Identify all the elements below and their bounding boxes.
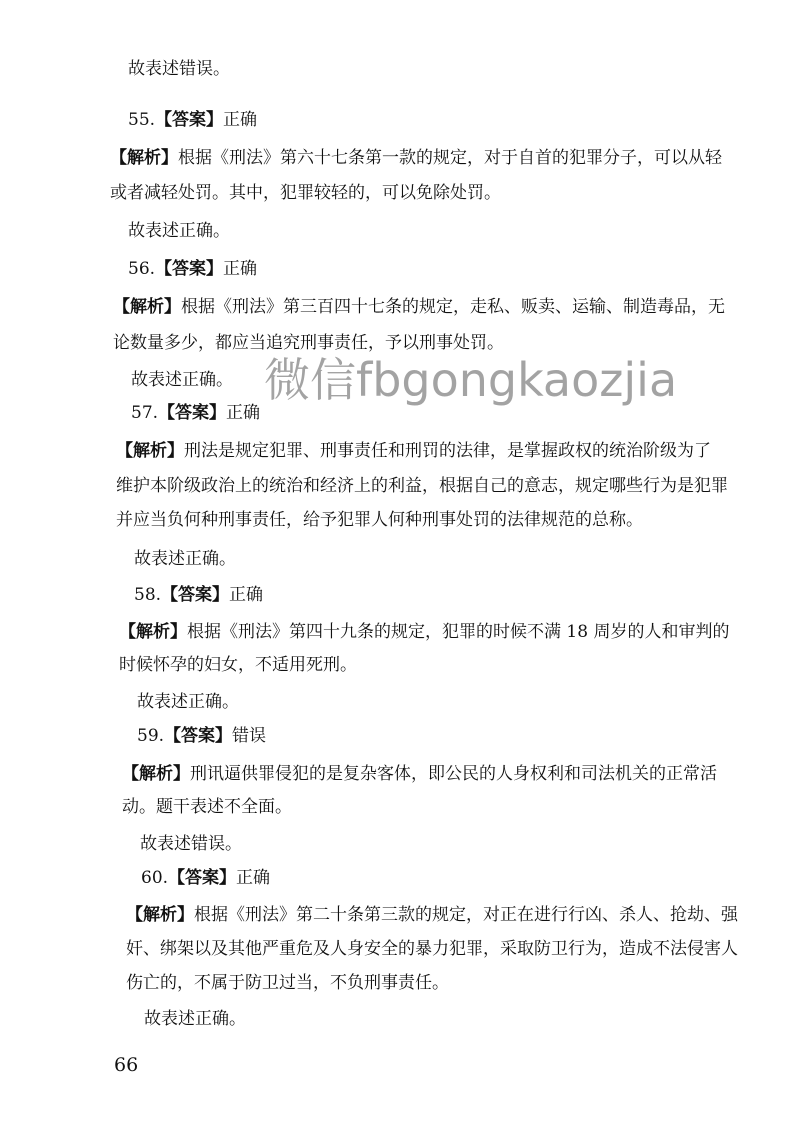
analysis-line-2: 时候怀孕的妇女，不适用死刑。 — [119, 655, 357, 675]
answer-tag: 【答案】 — [155, 259, 224, 279]
analysis-line-1 — [113, 294, 725, 320]
answer-line — [137, 723, 266, 749]
answer-value: 正确 — [226, 403, 261, 423]
answer-tag: 【答案】 — [155, 110, 224, 130]
analysis-line-1 — [116, 438, 711, 464]
item-number: 55. — [128, 110, 156, 130]
analysis-line-2: 奸、绑架以及其他严重危及人身安全的暴力犯罪，采取防卫行为，造成不法侵害人 — [126, 939, 738, 959]
analysis-tag: 【解析】 — [113, 297, 181, 317]
item-number: 57. — [131, 403, 159, 423]
analysis-line-3: 并应当负何种刑事责任，给予犯罪人何种刑事处罚的法律规范的总称。 — [116, 510, 643, 530]
answer-line — [128, 107, 257, 133]
answer-line — [128, 256, 257, 282]
watermark-text: 微信fbgongkaozjia — [264, 353, 678, 407]
answer-value: 正确 — [223, 259, 258, 279]
analysis-line-2: 动。题干表述不全面。 — [122, 797, 292, 817]
answer-value: 正确 — [229, 585, 264, 605]
top-conclusion: 故表述错误。 — [128, 59, 230, 79]
answer-value: 正确 — [236, 868, 271, 888]
answer-tag: 【答案】 — [168, 868, 237, 888]
analysis-line-1 — [122, 761, 717, 787]
conclusion: 故表述正确。 — [144, 1009, 246, 1029]
item-number: 59. — [137, 726, 165, 746]
analysis-line-2: 维护本阶级政治上的统治和经济上的利益，根据自己的意志，规定哪些行为是犯罪 — [116, 476, 728, 496]
analysis-text: 根据《刑法》第三百四十七条的规定，走私、贩卖、运输、制造毒品，无 — [181, 297, 725, 317]
analysis-line-2: 或者减轻处罚。其中，犯罪较轻的，可以免除处罚。 — [110, 183, 501, 203]
analysis-line-2: 论数量多少，都应当追究刑事责任，予以刑事处罚。 — [113, 333, 504, 353]
analysis-tag: 【解析】 — [119, 622, 187, 642]
answer-line — [141, 865, 270, 891]
conclusion: 故表述正确。 — [137, 692, 239, 712]
conclusion: 故表述正确。 — [131, 370, 233, 390]
answer-value: 正确 — [223, 110, 258, 130]
answer-line — [134, 582, 263, 608]
analysis-text: 根据《刑法》第六十七条第一款的规定，对于自首的犯罪分子，可以从轻 — [178, 148, 722, 168]
analysis-line-1 — [110, 145, 722, 171]
answer-tag: 【答案】 — [164, 726, 233, 746]
analysis-tag: 【解析】 — [126, 905, 194, 925]
analysis-tag: 【解析】 — [116, 441, 184, 461]
conclusion: 故表述正确。 — [128, 221, 230, 241]
conclusion: 故表述正确。 — [134, 549, 236, 569]
item-number: 60. — [141, 868, 169, 888]
answer-tag: 【答案】 — [158, 403, 227, 423]
item-number: 58. — [134, 585, 162, 605]
analysis-text: 根据《刑法》第四十九条的规定，犯罪的时候不满 18 周岁的人和审判的 — [187, 622, 730, 642]
answer-value: 错误 — [232, 726, 267, 746]
analysis-text: 刑法是规定犯罪、刑事责任和刑罚的法律，是掌握政权的统治阶级为了 — [184, 441, 711, 461]
analysis-line-1 — [126, 902, 738, 928]
analysis-line-3: 伤亡的，不属于防卫过当，不负刑事责任。 — [126, 973, 449, 993]
item-number: 56. — [128, 259, 156, 279]
analysis-tag: 【解析】 — [122, 764, 190, 784]
conclusion: 故表述错误。 — [140, 834, 242, 854]
analysis-tag: 【解析】 — [110, 148, 178, 168]
analysis-line-1 — [119, 619, 729, 645]
answer-line — [131, 400, 260, 426]
answer-tag: 【答案】 — [161, 585, 230, 605]
analysis-text: 根据《刑法》第二十条第三款的规定，对正在进行行凶、杀人、抢劫、强 — [194, 905, 738, 925]
page-number: 66 — [114, 1054, 139, 1076]
analysis-text: 刑讯逼供罪侵犯的是复杂客体，即公民的人身权利和司法机关的正常活 — [190, 764, 717, 784]
